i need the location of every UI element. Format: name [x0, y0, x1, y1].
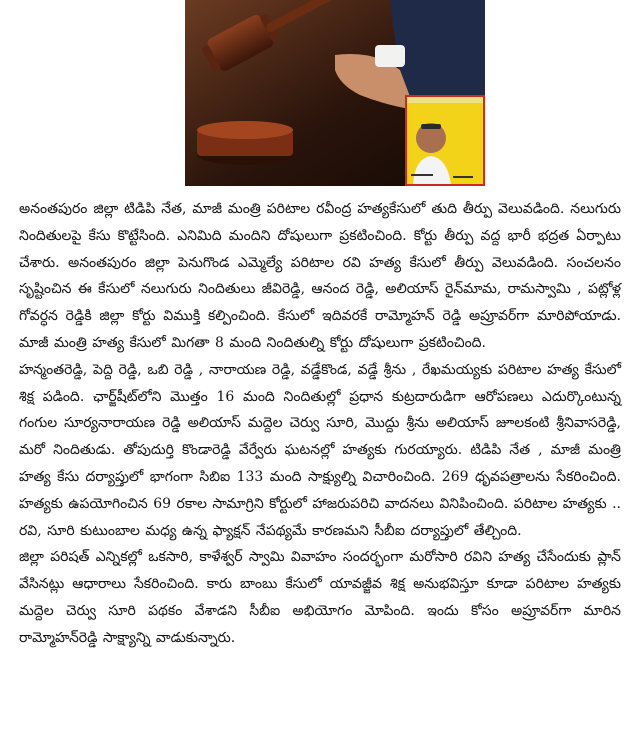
article-body [19, 196, 621, 652]
header-photo [185, 0, 485, 186]
article-paragraph: హన్మంతరెడ్డి, పెద్ది రెడ్డి, ఒబి రెడ్డి , నారాయణ రెడ్డి, వడ్డేకొండ, వడ్డే శ్రీను , రేఖమయ్యకు పరిటాల హత్య కేసులో శిక్ష పడింది. ఛార్జ్‌షీట్‌లోని మొత్తం 16 మంది నిందితుల్లో ప్రధాన కుట్రదారుడిగా ఆరోపణలు ఎదుర్కొంటున్న గంగుల సూర్యనారాయణ రెడ్డి అలియాస్ మద్దెల చెర్వు సూరి, మొద్దు శ్రీను అలియాస్ జూలకంటి శ్రీనివాసరెడ్డి, మరో నిందితుడు. తోపుదుర్తి కొండారెడ్డి వేర్వేరు ఘటనల్లో హత్యకు గురయ్యారు. టిడిపి నేత , మాజీ మంత్రి హత్య కేసు దర్యాప్తులో భాగంగా సిబిఐ 133 మంది సాక్ష్యుల్ని విచారించింది. 269 ధృవపత్రాలను సేకరించింది. హత్యకు ఉపయోగించిన 69 రకాల సామాగ్రిని కోర్టులో హాజరుపరిచి వాదనలు వినిపించింది. పరిటాల హత్యకు .. రవి, సూరి కుటుంబాల మధ్య ఉన్న ఫ్యాక్షన్ నేపథ్యమే కారణమని సీబీఐ దర్యాప్తులో తేల్చింది. [19, 361, 621, 539]
article-paragraph: అనంతపురం జిల్లా టిడిపి నేత, మాజీ మంత్రి పరిటాల రవీంద్ర హత్యకేసులో తుది తీర్పు వెలువడింది. నలుగురు నిందితులపై కేసు కొట్టేసింది. ఎనిమిది మందిని దోషులుగా ప్రకటించింది. కోర్టు తీర్పు వద్ద భారీ భద్రత ఏర్పాటు చేశారు. అనంతపురం జిల్లా పెనుగొండ ఎమ్మెల్యే పరిటాల రవి హత్య కేసులో తీర్పు వెలువడింది. సంచలనం సృష్టించిన ఈ కేసులో నలుగురు నిందితులు జీవిరెడ్డి, ఆనంద రెడ్డి, అలియాస్ రైన్‌మామ, రామస్వామి , పట్లోళ్ల గోవర్ధన రెడ్డికి జిల్లా కోర్టు విముక్తి కల్పించింది. కేసులో ఇదివరకే రామ్మోహన్ రెడ్డి అప్రూవర్‌గా మారిపోయాడు. మాజీ మంత్రి హత్య కేసులో మిగతా 8 మంది నిందితుల్ని కోర్టు దోషులుగా ప్రకటించింది. [19, 201, 621, 351]
article-paragraph: జిల్లా పరిషత్ ఎన్నికల్లో ఒకసారి, కాళేశ్వర్ స్వామి వివాహం సందర్భంగా మరోసారి రవిని హత్య చేసేందుకు ప్లాన్ వేసినట్లు ఆధారాలు సేకరించింది. కారు బాంబు కేసులో యావజ్జీవ శిక్ష అనుభవిస్తూ కూడా పరిటాల హత్యకు మద్దెల చెర్వు సూరి పథకం వేశాడని సీబీఐ అభియోగం మోపింది. ఇందు కోసం అప్రూవర్‌గా మారిన రామ్మోహన్‌రెడ్డి సాక్ష్యాన్ని వాడుకున్నారు. [19, 549, 621, 646]
portrait-inset-icon [405, 95, 485, 186]
judge-gavel-icon [185, 0, 485, 186]
